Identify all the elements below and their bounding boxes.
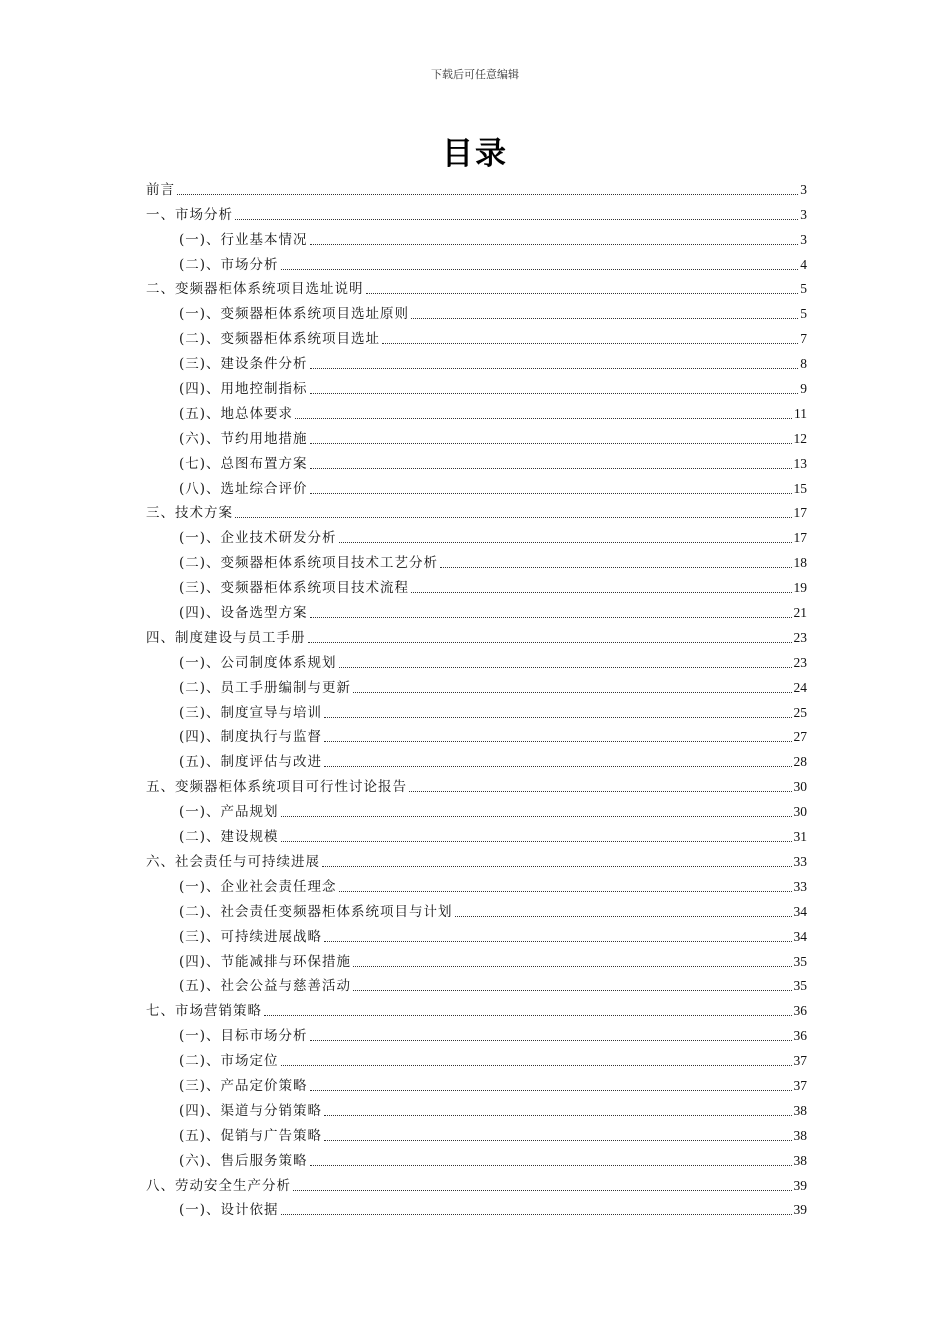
- toc-entry-label: (四)、节能减排与环保措施: [179, 953, 352, 970]
- toc-entry[interactable]: [146, 274, 807, 299]
- toc-leader-dots: [324, 766, 791, 767]
- toc-entry-label: (一)、产品规划: [179, 804, 279, 821]
- toc-entry-page: 5: [800, 306, 807, 322]
- toc-entry[interactable]: [146, 1120, 807, 1145]
- toc-leader-dots: [440, 567, 791, 568]
- toc-leader-dots: [324, 941, 791, 942]
- toc-entry-label: (四)、设备选型方案: [179, 605, 308, 622]
- toc-leader-dots: [281, 816, 792, 817]
- toc-entry-label: 三、技术方案: [146, 505, 233, 522]
- toc-leader-dots: [324, 1115, 791, 1116]
- toc-entry-label: 七、市场营销策略: [146, 1003, 262, 1020]
- toc-entry-label: (二)、建设规模: [179, 829, 279, 846]
- toc-entry[interactable]: [146, 1145, 807, 1170]
- toc-entry[interactable]: [146, 498, 807, 523]
- toc-leader-dots: [177, 194, 798, 195]
- toc-entry-label: (四)、渠道与分销策略: [179, 1102, 323, 1119]
- toc-entry-page: 15: [793, 480, 807, 496]
- toc-leader-dots: [310, 393, 799, 394]
- toc-leader-dots: [310, 244, 799, 245]
- toc-entry[interactable]: [146, 373, 807, 398]
- toc-entry-page: 8: [800, 356, 807, 372]
- toc-leader-dots: [353, 990, 791, 991]
- toc-entry[interactable]: [146, 821, 807, 846]
- toc-entry-page: 36: [793, 1003, 807, 1019]
- toc-leader-dots: [281, 269, 799, 270]
- toc-entry[interactable]: [146, 249, 807, 274]
- toc-entry[interactable]: [146, 174, 807, 199]
- toc-entry-page: 7: [800, 331, 807, 347]
- toc-entry[interactable]: [146, 1045, 807, 1070]
- toc-leader-dots: [353, 692, 791, 693]
- toc-entry[interactable]: [146, 224, 807, 249]
- toc-entry-page: 4: [800, 256, 807, 272]
- toc-entry-label: (二)、市场定位: [179, 1053, 279, 1070]
- toc-entry-label: (三)、建设条件分析: [179, 356, 308, 373]
- toc-entry-label: (六)、售后服务策略: [179, 1152, 308, 1169]
- toc-entry-page: 27: [793, 729, 807, 745]
- toc-entry[interactable]: [146, 1170, 807, 1195]
- toc-entry-label: (一)、目标市场分析: [179, 1028, 308, 1045]
- toc-leader-dots: [339, 667, 792, 668]
- toc-entry-page: 36: [793, 1028, 807, 1044]
- toc-leader-dots: [308, 642, 792, 643]
- toc-entry-label: (四)、制度执行与监督: [179, 729, 323, 746]
- toc-leader-dots: [366, 293, 799, 294]
- toc-leader-dots: [324, 717, 791, 718]
- toc-leader-dots: [322, 866, 792, 867]
- toc-entry-label: (一)、企业社会责任理念: [179, 878, 337, 895]
- toc-leader-dots: [235, 219, 798, 220]
- toc-entry-page: 38: [793, 1152, 807, 1168]
- toc-entry-page: 28: [793, 754, 807, 770]
- toc-entry-page: 33: [793, 878, 807, 894]
- toc-entry-page: 13: [793, 455, 807, 471]
- toc-entry-page: 25: [793, 704, 807, 720]
- toc-entry-label: 四、制度建设与员工手册: [146, 629, 306, 646]
- toc-entry-label: (三)、产品定价策略: [179, 1077, 308, 1094]
- toc-leader-dots: [281, 841, 792, 842]
- toc-leader-dots: [409, 791, 792, 792]
- toc-entry-label: (二)、社会责任变频器柜体系统项目与计划: [179, 903, 453, 920]
- toc-entry-label: 五、变频器柜体系统项目可行性讨论报告: [146, 779, 407, 796]
- toc-entry-label: (二)、市场分析: [179, 256, 279, 273]
- toc-entry-label: 一、市场分析: [146, 206, 233, 223]
- toc-leader-dots: [353, 966, 791, 967]
- toc-leader-dots: [324, 1140, 791, 1141]
- toc-entry-label: (二)、变频器柜体系统项目技术工艺分析: [179, 555, 439, 572]
- toc-entry[interactable]: [146, 597, 807, 622]
- toc-entry-label: 八、劳动安全生产分析: [146, 1177, 291, 1194]
- toc-leader-dots: [310, 1040, 792, 1041]
- toc-entry-page: 24: [793, 679, 807, 695]
- toc-leader-dots: [411, 318, 798, 319]
- toc-entry-page: 39: [793, 1202, 807, 1218]
- toc-entry[interactable]: [146, 473, 807, 498]
- toc-entry-label: (八)、选址综合评价: [179, 480, 308, 497]
- toc-entry-label: (一)、行业基本情况: [179, 231, 308, 248]
- toc-entry-label: (一)、企业技术研发分析: [179, 530, 337, 547]
- toc-leader-dots: [411, 592, 791, 593]
- toc-leader-dots: [264, 1015, 792, 1016]
- toc-entry[interactable]: [146, 871, 807, 896]
- toc-entry[interactable]: [146, 522, 807, 547]
- toc-entry-page: 5: [800, 281, 807, 297]
- toc-entry-page: 34: [793, 903, 807, 919]
- toc-entry-page: 3: [800, 181, 807, 197]
- toc-entry-label: (二)、变频器柜体系统项目选址: [179, 331, 381, 348]
- toc-entry-page: 30: [793, 779, 807, 795]
- toc-leader-dots: [382, 343, 798, 344]
- toc-entry-page: 34: [793, 928, 807, 944]
- toc-entry-page: 23: [793, 629, 807, 645]
- toc-entry[interactable]: [146, 846, 807, 871]
- toc-entry[interactable]: [146, 1095, 807, 1120]
- toc-entry-page: 9: [800, 381, 807, 397]
- toc-entry[interactable]: [146, 697, 807, 722]
- toc-leader-dots: [455, 916, 792, 917]
- toc-entry[interactable]: [146, 647, 807, 672]
- toc-entry-page: 17: [793, 505, 807, 521]
- toc-entry-page: 3: [800, 206, 807, 222]
- toc-entry-page: 23: [793, 654, 807, 670]
- toc-entry[interactable]: [146, 348, 807, 373]
- toc-leader-dots: [281, 1065, 792, 1066]
- toc-leader-dots: [310, 617, 792, 618]
- toc-entry-label: 前言: [146, 181, 175, 198]
- toc-entry[interactable]: [146, 722, 807, 747]
- toc-leader-dots: [295, 418, 792, 419]
- toc-leader-dots: [310, 1165, 792, 1166]
- toc-entry-label: (三)、变频器柜体系统项目技术流程: [179, 580, 410, 597]
- toc-entry[interactable]: [146, 572, 807, 597]
- toc-entry-label: (三)、制度宣导与培训: [179, 704, 323, 721]
- toc-leader-dots: [310, 493, 792, 494]
- toc-entry-label: (一)、变频器柜体系统项目选址原则: [179, 306, 410, 323]
- toc-entry[interactable]: [146, 298, 807, 323]
- toc-entry[interactable]: [146, 1070, 807, 1095]
- toc-entry-page: 3: [800, 231, 807, 247]
- toc-entry-label: (四)、用地控制指标: [179, 381, 308, 398]
- toc-entry-page: 37: [793, 1077, 807, 1093]
- toc-entry-label: (五)、地总体要求: [179, 405, 294, 422]
- toc-entry-page: 19: [793, 580, 807, 596]
- toc-entry-page: 11: [794, 405, 807, 421]
- toc-entry-page: 35: [793, 953, 807, 969]
- toc-leader-dots: [293, 1190, 792, 1191]
- toc-entry[interactable]: [146, 921, 807, 946]
- toc-entry[interactable]: [146, 1020, 807, 1045]
- toc-entry[interactable]: [146, 398, 807, 423]
- table-of-contents: [146, 174, 807, 1219]
- toc-entry-label: (三)、可持续进展战略: [179, 928, 323, 945]
- toc-leader-dots: [310, 1090, 792, 1091]
- toc-entry-page: 12: [793, 430, 807, 446]
- toc-leader-dots: [310, 368, 799, 369]
- page-title: 目录: [442, 136, 508, 172]
- toc-entry[interactable]: [146, 896, 807, 921]
- toc-entry-label: (七)、总图布置方案: [179, 455, 308, 472]
- toc-entry-page: 17: [793, 530, 807, 546]
- header-note: 下载后可任意编辑: [431, 68, 519, 81]
- toc-leader-dots: [339, 542, 792, 543]
- toc-entry-page: 38: [793, 1102, 807, 1118]
- toc-entry[interactable]: [146, 547, 807, 572]
- toc-entry-page: 35: [793, 978, 807, 994]
- toc-entry-label: (六)、节约用地措施: [179, 430, 308, 447]
- toc-leader-dots: [310, 468, 792, 469]
- toc-entry-label: (一)、设计依据: [179, 1202, 279, 1219]
- toc-entry[interactable]: [146, 199, 807, 224]
- toc-entry-page: 37: [793, 1053, 807, 1069]
- toc-entry[interactable]: [146, 1195, 807, 1220]
- toc-entry[interactable]: [146, 946, 807, 971]
- toc-leader-dots: [324, 741, 791, 742]
- toc-entry-page: 18: [793, 555, 807, 571]
- toc-entry-label: 六、社会责任与可持续进展: [146, 853, 320, 870]
- toc-entry[interactable]: [146, 971, 807, 996]
- toc-entry[interactable]: [146, 771, 807, 796]
- toc-entry[interactable]: [146, 423, 807, 448]
- toc-entry-page: 33: [793, 853, 807, 869]
- toc-entry[interactable]: [146, 995, 807, 1020]
- toc-entry[interactable]: [146, 746, 807, 771]
- toc-entry[interactable]: [146, 622, 807, 647]
- toc-entry-label: (二)、员工手册编制与更新: [179, 679, 352, 696]
- toc-entry-page: 39: [793, 1177, 807, 1193]
- toc-entry-page: 21: [793, 605, 807, 621]
- toc-entry-label: (一)、公司制度体系规划: [179, 654, 337, 671]
- toc-entry[interactable]: [146, 796, 807, 821]
- toc-entry-label: (五)、社会公益与慈善活动: [179, 978, 352, 995]
- toc-entry[interactable]: [146, 323, 807, 348]
- toc-entry-page: 31: [793, 829, 807, 845]
- toc-entry-page: 30: [793, 804, 807, 820]
- toc-leader-dots: [339, 891, 792, 892]
- toc-entry-page: 38: [793, 1127, 807, 1143]
- toc-entry-label: (五)、促销与广告策略: [179, 1127, 323, 1144]
- toc-entry-label: 二、变频器柜体系统项目选址说明: [146, 281, 364, 298]
- toc-entry[interactable]: [146, 448, 807, 473]
- toc-entry[interactable]: [146, 672, 807, 697]
- toc-leader-dots: [235, 517, 792, 518]
- toc-leader-dots: [281, 1214, 792, 1215]
- toc-leader-dots: [310, 443, 792, 444]
- toc-entry-label: (五)、制度评估与改进: [179, 754, 323, 771]
